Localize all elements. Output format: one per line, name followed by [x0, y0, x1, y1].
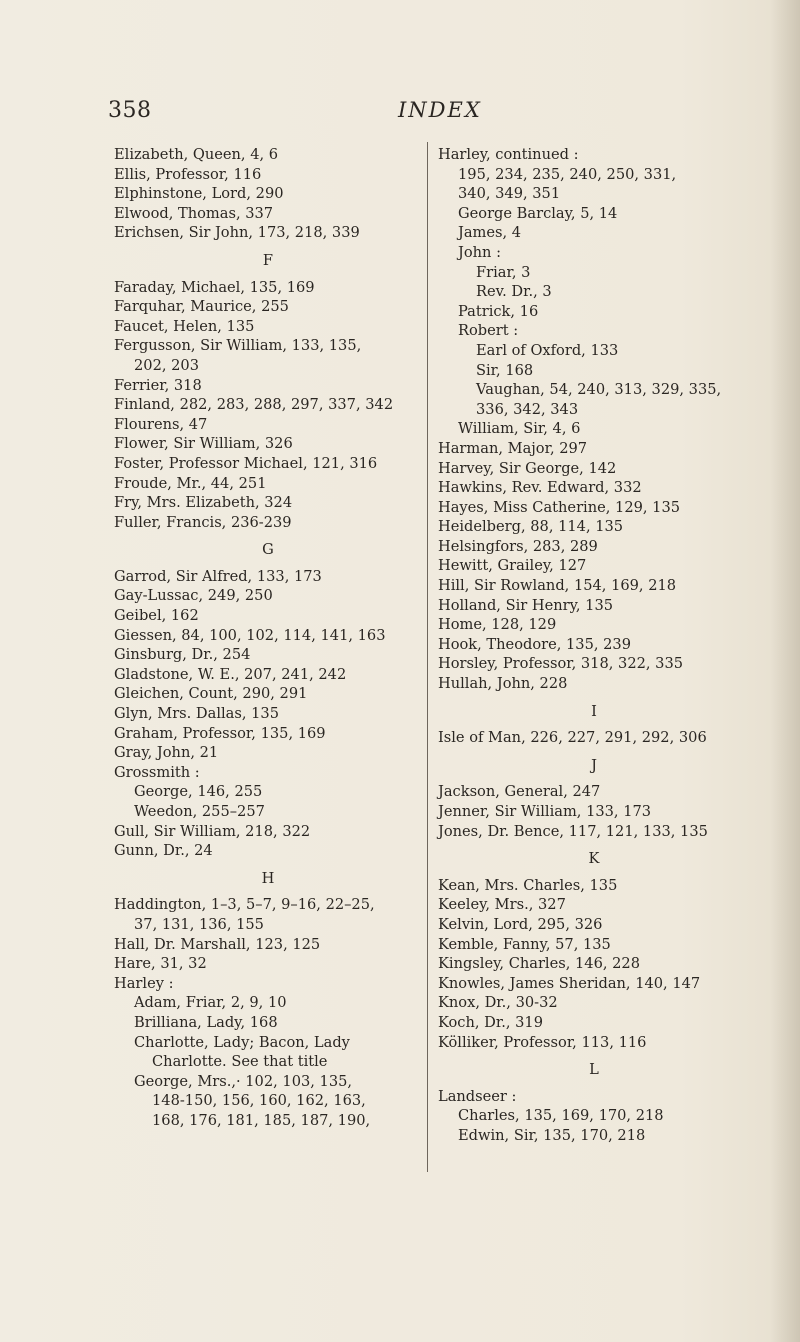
index-entry: Haddington, 1–3, 5–7, 9–16, 22–25,	[114, 896, 375, 914]
index-entry: Hayes, Miss Catherine, 129, 135	[438, 498, 681, 516]
index-column-left	[114, 145, 422, 1131]
index-entry: 336, 342, 343	[476, 400, 579, 418]
index-entry: Kelvin, Lord, 295, 326	[438, 915, 603, 933]
section-letter: F	[262, 251, 274, 269]
index-entry: Faraday, Michael, 135, 169	[114, 278, 315, 296]
index-entry: Elwood, Thomas, 337	[114, 204, 274, 222]
index-entry: Brilliana, Lady, 168	[134, 1013, 278, 1031]
section-letter: J	[591, 756, 597, 774]
running-head: INDEX	[398, 98, 482, 122]
index-entry: Hook, Theodore, 135, 239	[438, 635, 631, 653]
index-entry: Kean, Mrs. Charles, 135	[438, 876, 618, 894]
index-entry: Ferrier, 318	[114, 376, 202, 394]
index-entry: Fuller, Francis, 236-239	[114, 513, 292, 531]
section-letter: K	[588, 850, 600, 868]
index-entry: Charlotte, Lady; Bacon, Lady	[134, 1033, 350, 1051]
index-entry: Hawkins, Rev. Edward, 332	[438, 479, 642, 497]
page-header	[108, 98, 688, 128]
index-entry: Vaughan, 54, 240, 313, 329, 335,	[476, 381, 722, 399]
index-entry: Patrick, 16	[458, 302, 539, 320]
index-entry: Flourens, 47	[114, 415, 208, 433]
index-entry: Flower, Sir William, 326	[114, 435, 293, 453]
index-entry: Earl of Oxford, 133	[476, 341, 619, 359]
index-entry: 202, 203	[134, 356, 199, 374]
index-entry: Farquhar, Maurice, 255	[114, 298, 289, 316]
index-entry: Friar, 3	[476, 263, 531, 281]
index-entry: Jenner, Sir William, 133, 173	[438, 803, 652, 820]
index-entry: Horsley, Professor, 318, 322, 335	[438, 655, 684, 673]
index-entry: Giessen, 84, 100, 102, 114, 141, 163	[114, 626, 386, 644]
index-entry: Koch, Dr., 319	[438, 1013, 543, 1031]
index-entry: Weedon, 255–257	[134, 803, 265, 820]
index-entry: Geibel, 162	[114, 607, 199, 625]
index-entry: Landseer :	[438, 1087, 517, 1105]
index-entry: Helsingfors, 283, 289	[438, 537, 598, 555]
index-entry: Gunn, Dr., 24	[114, 842, 213, 860]
page-number: 358	[108, 98, 152, 123]
index-entry: Gray, John, 21	[114, 744, 219, 762]
index-column-right	[438, 145, 750, 1146]
index-entry: 340, 349, 351	[458, 185, 561, 203]
index-entry: Hare, 31, 32	[114, 955, 207, 973]
index-entry: Heidelberg, 88, 114, 135	[438, 518, 624, 536]
index-entry: Home, 128, 129	[438, 616, 557, 634]
index-entry: Knowles, James Sheridan, 140, 147	[438, 974, 701, 992]
index-entry: Kölliker, Professor, 113, 116	[438, 1033, 647, 1051]
index-entry: Froude, Mr., 44, 251	[114, 474, 267, 492]
index-entry: 148-150, 156, 160, 162, 163,	[152, 1092, 366, 1110]
index-entry: Adam, Friar, 2, 9, 10	[134, 994, 287, 1012]
index-entry: Jackson, General, 247	[438, 783, 601, 801]
index-entry: Gay-Lussac, 249, 250	[114, 587, 273, 605]
index-entry: Hullah, John, 228	[438, 675, 568, 693]
index-entry: Robert :	[458, 322, 519, 340]
index-entry: Foster, Professor Michael, 121, 316	[114, 454, 378, 472]
index-entry: Harvey, Sir George, 142	[438, 459, 617, 477]
index-entry: George, Mrs.,· 102, 103, 135,	[134, 1072, 353, 1090]
index-entry: John :	[458, 243, 501, 261]
index-entry: Finland, 282, 283, 288, 297, 337, 342	[114, 396, 394, 414]
index-entry: William, Sir, 4, 6	[458, 420, 581, 438]
index-entry: Rev. Dr., 3	[476, 283, 552, 301]
index-entry: Gull, Sir William, 218, 322	[114, 822, 311, 840]
page-edge-shadow	[770, 0, 800, 1342]
index-entry: George, 146, 255	[134, 783, 263, 801]
index-entry: Jones, Dr. Bence, 117, 121, 133, 135	[438, 822, 708, 840]
index-entry: Edwin, Sir, 135, 170, 218	[458, 1126, 646, 1144]
index-entry: Elizabeth, Queen, 4, 6	[114, 146, 279, 163]
index-entry: Garrod, Sir Alfred, 133, 173	[114, 567, 322, 585]
section-letter: H	[261, 869, 275, 887]
column-divider	[427, 142, 428, 1172]
index-entry: Harman, Major, 297	[438, 439, 588, 457]
index-entry: Elphinstone, Lord, 290	[114, 185, 284, 203]
index-entry: James, 4	[458, 224, 522, 242]
section-letter: I	[591, 702, 597, 720]
index-entry: 37, 131, 136, 155	[134, 915, 264, 933]
index-entry: Keeley, Mrs., 327	[438, 896, 566, 914]
index-entry: Charles, 135, 169, 170, 218	[458, 1107, 664, 1125]
index-entry: Kingsley, Charles, 146, 228	[438, 955, 640, 973]
index-entry: 195, 234, 235, 240, 250, 331,	[458, 165, 677, 183]
index-entry: Hewitt, Grailey, 127	[438, 557, 587, 575]
index-entry: Sir, 168	[476, 361, 534, 379]
index-entry: Hill, Sir Rowland, 154, 169, 218	[438, 577, 677, 595]
index-entry: Harley, continued :	[438, 146, 579, 163]
index-entry: Harley :	[114, 974, 174, 992]
index-entry: Kemble, Fanny, 57, 135	[438, 935, 611, 953]
index-entry: 168, 176, 181, 185, 187, 190,	[152, 1111, 371, 1129]
index-entry: Faucet, Helen, 135	[114, 317, 255, 335]
index-entry: Charlotte. See that title	[152, 1053, 328, 1071]
index-entry: Knox, Dr., 30-32	[438, 994, 558, 1012]
index-entry: Ginsburg, Dr., 254	[114, 646, 251, 664]
index-entry: Glyn, Mrs. Dallas, 135	[114, 705, 279, 723]
index-entry: Hall, Dr. Marshall, 123, 125	[114, 935, 321, 953]
index-entry: Grossmith :	[114, 763, 200, 781]
index-entry: George Barclay, 5, 14	[458, 204, 618, 222]
index-entry: Isle of Man, 226, 227, 291, 292, 306	[438, 729, 707, 747]
index-entry: Fergusson, Sir William, 133, 135,	[114, 337, 362, 355]
index-entry: Erichsen, Sir John, 173, 218, 339	[114, 224, 360, 242]
index-entry: Graham, Professor, 135, 169	[114, 724, 326, 742]
index-entry: Holland, Sir Henry, 135	[438, 596, 614, 614]
section-letter: G	[262, 541, 274, 559]
index-entry: Gleichen, Count, 290, 291	[114, 685, 308, 703]
index-entry: Gladstone, W. E., 207, 241, 242	[114, 665, 347, 683]
section-letter: L	[589, 1061, 599, 1079]
index-entry: Fry, Mrs. Elizabeth, 324	[114, 494, 293, 512]
index-entry: Ellis, Professor, 116	[114, 165, 262, 183]
